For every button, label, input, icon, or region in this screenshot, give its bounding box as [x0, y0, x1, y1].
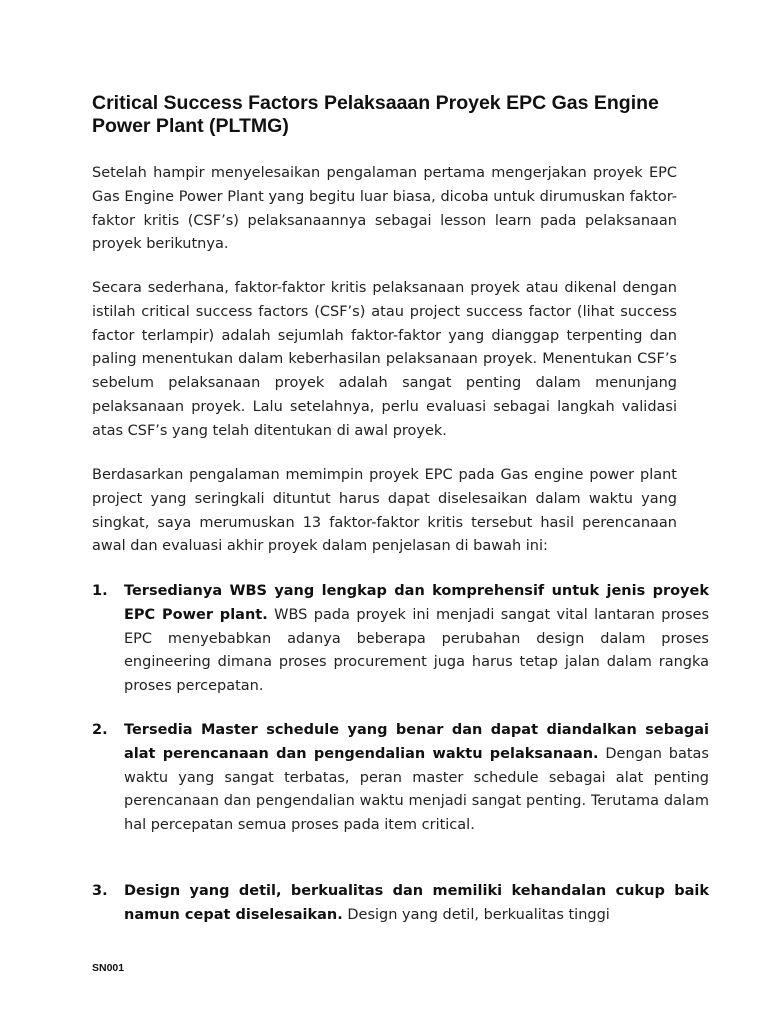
- list-item-heading: Design yang detil, berkualitas dan memiliki kehandalan cukup baik namun cepat diselesaikan.: [124, 883, 709, 923]
- list-item-number: 2.: [92, 722, 108, 738]
- list-item-heading: Tersedia Master schedule yang benar dan dapat diandalkan sebagai alat perencanaan dan pengendalian waktu pelaksanaan.: [124, 722, 709, 762]
- list-item-text: Dengan batas waktu yang sangat terbatas, peran master schedule sebagai alat penting perencanaan dan pengendalian waktu menjadi sangat penting. Terutama dalam hal percepatan semua proses pada item critical.: [124, 745, 709, 834]
- document-title: Critical Success Factors Pelaksaaan Proyek EPC Gas Engine Power Plant (PLTMG): [92, 92, 659, 137]
- list-item-text: Design yang detil, berkualitas tinggi: [342, 906, 610, 923]
- paragraph-intro: Setelah hampir menyelesaikan pengalaman pertama mengerjakan proyek EPC Gas Engine Power Plant yang begitu luar biasa, dicoba untuk dirumuskan faktor-faktor kritis (CSF’s) pelaksanaannya sebagai lesson learn pada pelaksanaan proyek berikutnya.: [92, 165, 677, 253]
- list-item-text: WBS pada proyek ini menjadi sangat vital lantaran proses EPC menyebabkan adanya beberapa perubahan design dalam proses engineering dimana proses procurement juga harus tetap jalan dalam rangka proses percepatan.: [124, 606, 710, 695]
- paragraph-definition: Secara sederhana, faktor-faktor kritis pelaksanaan proyek atau dikenal dengan istilah critical success factors (CSF’s) atau project success factor (lihat success factor terlampir) adalah sejumlah faktor-faktor yang dianggap terpenting dan paling menentukan dalam keberhasilan pelaksanaan proyek. Menentukan CSF’s sebelum pelaksanaan proyek adalah sangat penting dalam menunjang pelaksanaan proyek. Lalu setelahnya, perlu evaluasi sebagai langkah validasi atas CSF’s yang telah ditentukan di awal proyek.: [92, 280, 677, 439]
- list-item-heading: Tersedianya WBS yang lengkap dan komprehensif untuk jenis proyek EPC Power plant.: [124, 583, 709, 623]
- footer-document-code: SN001: [92, 962, 125, 974]
- list-item: [92, 880, 709, 928]
- paragraph-context: Berdasarkan pengalaman memimpin proyek EPC pada Gas engine power plant project yang seringkali dituntut harus dapat diselesaikan dalam waktu yang singkat, saya merumuskan 13 faktor-faktor kritis tersebut hasil perencanaan awal dan evaluasi akhir proyek dalam penjelasan di bawah ini:: [92, 467, 677, 555]
- list-item: [92, 580, 709, 699]
- list-item-number: 1.: [92, 583, 108, 599]
- list-item-number: 3.: [92, 883, 108, 899]
- list-item: [92, 719, 709, 838]
